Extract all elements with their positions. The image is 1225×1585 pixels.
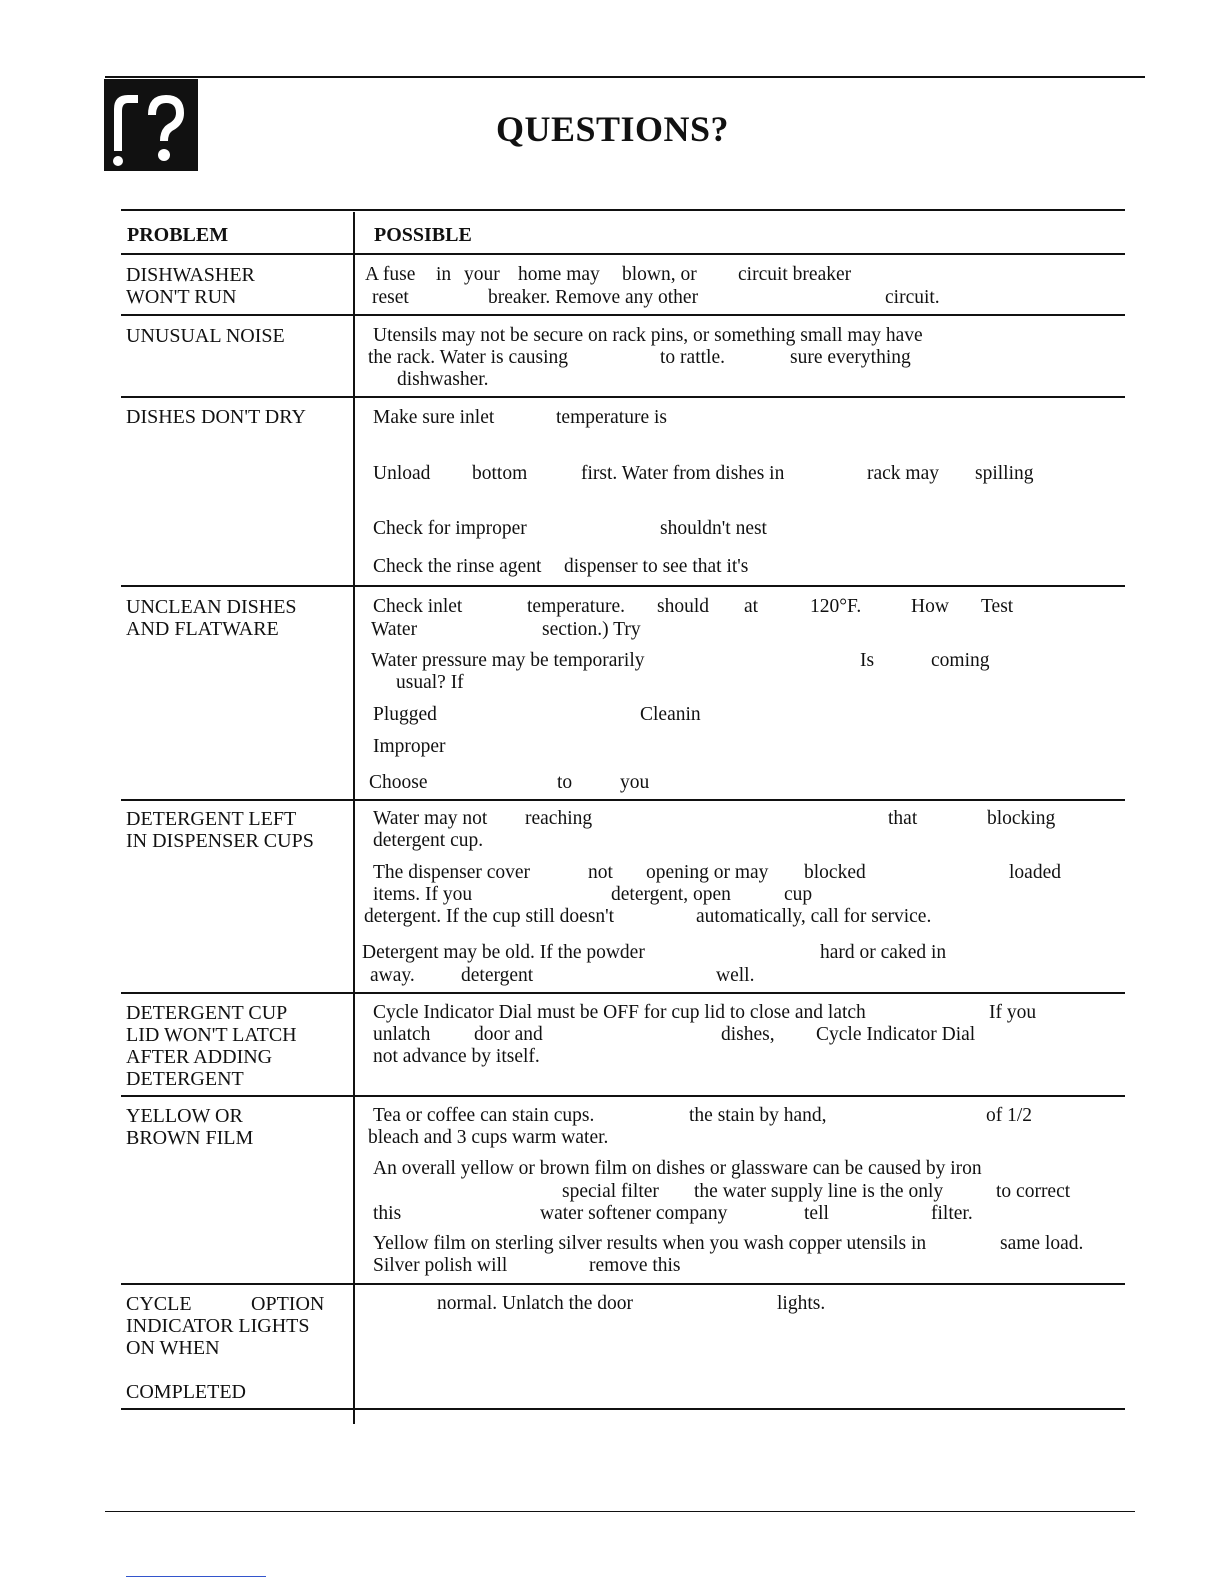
cause-text: not advance by itself. (373, 1046, 540, 1067)
cause-text: Detergent may be old. If the powder (362, 942, 645, 963)
cause-text: If you (989, 1002, 1037, 1023)
cause-text: detergent cup. (373, 830, 484, 851)
row-rule (121, 1095, 1125, 1097)
cause-text: Make sure inlet (373, 407, 495, 428)
cause-text: Utensils may not be secure on rack pins, or something small may have (373, 325, 923, 346)
cause-text: The dispenser cover (373, 862, 531, 883)
cause-text: first. Water from dishes in (581, 463, 785, 484)
cause-text: dishes, (721, 1024, 775, 1045)
cause-text: the stain by hand, (689, 1105, 827, 1126)
cause-text: Water pressure may be temporarily (371, 650, 645, 671)
cause-text: circuit. (885, 287, 940, 308)
cause-text: Water (371, 619, 418, 640)
cause-text: normal. Unlatch the door (437, 1293, 634, 1314)
cause-text: to correct (996, 1181, 1071, 1202)
cause-text: usual? If (396, 672, 464, 693)
cause-text: Is (860, 650, 875, 671)
cause-text: that (888, 808, 918, 829)
cause-text: filter. (931, 1203, 973, 1224)
cause-text: Plugged (373, 704, 437, 725)
cause-text: Yellow film on sterling silver results when you wash copper utensils in (373, 1233, 927, 1254)
cause-text: 120°F. (810, 596, 862, 617)
table-bottom-rule (121, 1408, 1125, 1410)
cause-text: blocking (987, 808, 1056, 829)
cause-text: breaker. Remove any other (488, 287, 699, 308)
cause-text: A fuse (365, 264, 416, 285)
cause-text: Check inlet (373, 596, 463, 617)
cause-text: bleach and 3 cups warm water. (368, 1127, 609, 1148)
cause-text: special filter (562, 1181, 659, 1202)
problem-label: UNUSUAL NOISE (126, 325, 285, 347)
cause-text: loaded (1009, 862, 1061, 883)
cause-text: of 1/2 (986, 1105, 1033, 1126)
row-rule (121, 1283, 1125, 1285)
cause-text: remove this (589, 1255, 681, 1276)
problem-label: DETERGENT CUP LID WON'T LATCH AFTER ADDING DETERGENT (126, 1002, 297, 1090)
problem-header: PROBLEM (127, 224, 229, 246)
cause-text: Cleanin (640, 704, 701, 725)
cause-text: not (588, 862, 613, 883)
header-rule (121, 253, 1125, 255)
footer-link-underline (126, 1576, 266, 1577)
cause-text: sure everything (790, 347, 911, 368)
cause-text: An overall yellow or brown film on dishes or glassware can be caused by iron (373, 1158, 982, 1179)
row-rule (121, 992, 1125, 994)
cause-text: you (620, 772, 650, 793)
cause-text: Tea or coffee can stain cups. (373, 1105, 595, 1126)
cause-text: water softener company (540, 1203, 728, 1224)
problem-label: YELLOW OR BROWN FILM (126, 1105, 254, 1149)
cause-text: your (464, 264, 500, 285)
cause-text: in (436, 264, 452, 285)
problem-label: DISHWASHER WON'T RUN (126, 264, 255, 308)
cause-text: well. (716, 965, 755, 986)
cause-text: dishwasher. (397, 369, 489, 390)
cause-text: automatically, call for service. (696, 906, 932, 927)
cause-text: Unload (373, 463, 431, 484)
cause-text: Check the rinse agent (373, 556, 542, 577)
problem-label-option: OPTION (251, 1293, 325, 1315)
cause-text: shouldn't nest (660, 518, 767, 539)
cause-text: to rattle. (660, 347, 725, 368)
cause-text: coming (931, 650, 990, 671)
problem-label: DETERGENT LEFT IN DISPENSER CUPS (126, 808, 314, 852)
cause-text: door and (474, 1024, 543, 1045)
cause-text: Cycle Indicator Dial must be OFF for cup lid to close and latch (373, 1002, 866, 1023)
cause-text: same load. (1000, 1233, 1084, 1254)
cause-text: at (744, 596, 759, 617)
problem-label: UNCLEAN DISHES AND FLATWARE (126, 596, 297, 640)
cause-text: circuit breaker (738, 264, 852, 285)
cause-text: Silver polish will (373, 1255, 508, 1276)
page-title: QUESTIONS? (495, 109, 730, 149)
cause-text: detergent, open (611, 884, 731, 905)
footer-rule (105, 1511, 1135, 1512)
row-rule (121, 585, 1125, 587)
problem-label: CYCLE INDICATOR LIGHTS ON WHEN COMPLETED (126, 1293, 310, 1403)
possible-header: POSSIBLE (374, 224, 472, 246)
cause-text: dispenser to see that it's (564, 556, 749, 577)
table-top-rule (121, 209, 1125, 211)
cause-text: lights. (777, 1293, 826, 1314)
row-rule (121, 799, 1125, 801)
cause-text: temperature. (527, 596, 625, 617)
problem-label: DISHES DON'T DRY (126, 406, 306, 428)
row-rule (121, 314, 1125, 316)
cause-text: bottom (472, 463, 528, 484)
cause-text: blown, or (622, 264, 697, 285)
cause-text: Improper (373, 736, 446, 757)
cause-text: this (373, 1203, 402, 1224)
cause-text: reset (372, 287, 409, 308)
cause-text: unlatch (373, 1024, 431, 1045)
cause-text: hard or caked in (820, 942, 947, 963)
top-rule (105, 76, 1145, 78)
cause-text: reaching (525, 808, 593, 829)
cause-text: away. (370, 965, 415, 986)
cause-text: tell (804, 1203, 829, 1224)
cause-text: section.) Try (542, 619, 641, 640)
cause-text: Water may not (373, 808, 488, 829)
cause-text: to (557, 772, 573, 793)
cause-text: blocked (804, 862, 866, 883)
cause-text: the water supply line is the only (694, 1181, 944, 1202)
cause-text: opening or may (646, 862, 769, 883)
cause-text: detergent. If the cup still doesn't (364, 906, 615, 927)
cause-text: temperature is (556, 407, 667, 428)
cause-text: Choose (369, 772, 428, 793)
cause-text: detergent (461, 965, 534, 986)
cause-text: the rack. Water is causing (368, 347, 569, 368)
cause-text: Test (981, 596, 1014, 617)
cause-text: cup (784, 884, 813, 905)
column-divider (353, 212, 355, 1424)
cause-text: items. If you (373, 884, 473, 905)
cause-text: should (657, 596, 710, 617)
cause-text: spilling (975, 463, 1034, 484)
cause-text: Cycle Indicator Dial (816, 1024, 976, 1045)
cause-text: Check for improper (373, 518, 527, 539)
cause-text: How (911, 596, 949, 617)
cause-text: rack may (867, 463, 940, 484)
row-rule (121, 396, 1125, 398)
cause-text: home may (518, 264, 600, 285)
